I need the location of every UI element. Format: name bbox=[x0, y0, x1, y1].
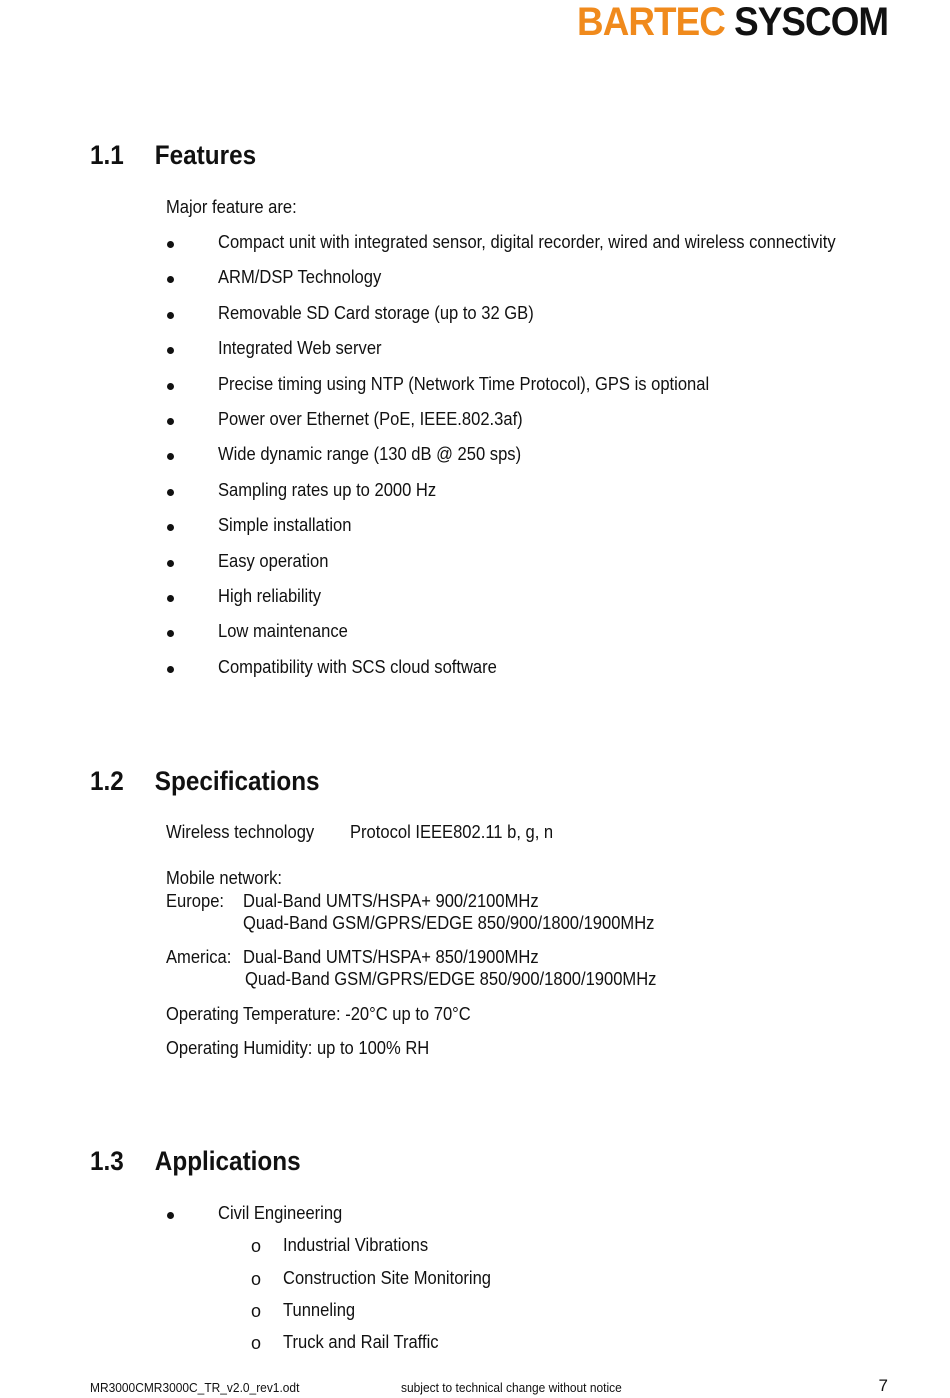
footer-filename: MR3000CMR3000C_TR_v2.0_rev1.odt bbox=[90, 1380, 300, 1395]
list-item: Precise timing using NTP (Network Time Protocol), GPS is optional bbox=[218, 374, 710, 394]
applications-number: 1.3 bbox=[90, 1146, 124, 1176]
wireless-label: Wireless technology bbox=[166, 822, 315, 842]
bullet-icon bbox=[166, 411, 176, 421]
features-heading bbox=[90, 140, 256, 171]
bullet-icon bbox=[166, 340, 176, 350]
features-number: 1.1 bbox=[90, 140, 124, 170]
logo-bartec: BARTEC bbox=[576, 0, 725, 44]
footer-notice: subject to technical change without notice bbox=[401, 1380, 622, 1395]
list-item: Compact unit with integrated sensor, digital recorder, wired and wireless connectivity bbox=[218, 232, 836, 252]
list-item: Tunneling bbox=[283, 1300, 356, 1320]
europe-line-1: Dual-Band UMTS/HSPA+ 900/2100MHz bbox=[243, 891, 539, 911]
bullet-icon bbox=[166, 446, 176, 456]
list-item: ARM/DSP Technology bbox=[218, 267, 382, 287]
circle-bullet-icon: o bbox=[251, 1269, 262, 1289]
specifications-heading bbox=[90, 766, 320, 797]
america-line-2: Quad-Band GSM/GPRS/EDGE 850/900/1800/1900MHz bbox=[245, 969, 657, 989]
list-item: High reliability bbox=[218, 586, 322, 606]
europe-label: Europe: bbox=[166, 891, 225, 911]
applications-title: Applications bbox=[154, 1146, 301, 1176]
specifications-number: 1.2 bbox=[90, 766, 124, 796]
bullet-icon bbox=[166, 553, 176, 563]
application-category: Civil Engineering bbox=[218, 1203, 343, 1223]
circle-bullet-icon: o bbox=[251, 1301, 262, 1321]
mobile-network-heading: Mobile network: bbox=[166, 868, 282, 888]
list-item: Compatibility with SCS cloud software bbox=[218, 657, 497, 677]
bullet-icon bbox=[166, 517, 176, 527]
list-item: Wide dynamic range (130 dB @ 250 sps) bbox=[218, 444, 522, 464]
circle-bullet-icon: o bbox=[251, 1236, 262, 1256]
america-label: America: bbox=[166, 947, 232, 967]
bullet-icon bbox=[166, 376, 176, 386]
bullet-icon bbox=[166, 269, 176, 279]
list-item: Industrial Vibrations bbox=[283, 1235, 429, 1255]
features-title: Features bbox=[154, 140, 257, 170]
page-number: 7 bbox=[878, 1376, 888, 1395]
specifications-title: Specifications bbox=[154, 766, 320, 796]
operating-humidity: Operating Humidity: up to 100% RH bbox=[166, 1038, 430, 1058]
bullet-icon bbox=[166, 623, 176, 633]
list-item: Construction Site Monitoring bbox=[283, 1268, 492, 1288]
wireless-value: Protocol IEEE802.11 b, g, n bbox=[350, 822, 554, 842]
list-item: Simple installation bbox=[218, 515, 352, 535]
bullet-icon bbox=[166, 588, 176, 598]
circle-bullet-icon: o bbox=[251, 1333, 262, 1353]
bullet-icon bbox=[166, 305, 176, 315]
list-item: Low maintenance bbox=[218, 621, 348, 641]
list-item: Easy operation bbox=[218, 551, 329, 571]
list-item: Sampling rates up to 2000 Hz bbox=[218, 480, 437, 500]
company-logo bbox=[577, 0, 888, 45]
america-line-1: Dual-Band UMTS/HSPA+ 850/1900MHz bbox=[243, 947, 539, 967]
list-item: Removable SD Card storage (up to 32 GB) bbox=[218, 303, 534, 323]
list-item: Integrated Web server bbox=[218, 338, 382, 358]
bullet-icon bbox=[166, 234, 176, 244]
europe-line-2: Quad-Band GSM/GPRS/EDGE 850/900/1800/1900MHz bbox=[243, 913, 655, 933]
bullet-icon bbox=[166, 482, 176, 492]
list-item: Truck and Rail Traffic bbox=[283, 1332, 439, 1352]
features-intro: Major feature are: bbox=[166, 197, 297, 217]
list-item: Power over Ethernet (PoE, IEEE.802.3af) bbox=[218, 409, 523, 429]
bullet-icon bbox=[166, 1205, 176, 1215]
operating-temperature: Operating Temperature: -20°C up to 70°C bbox=[166, 1004, 471, 1024]
bullet-icon bbox=[166, 659, 176, 669]
applications-heading bbox=[90, 1146, 301, 1177]
logo-syscom: SYSCOM bbox=[734, 0, 888, 44]
